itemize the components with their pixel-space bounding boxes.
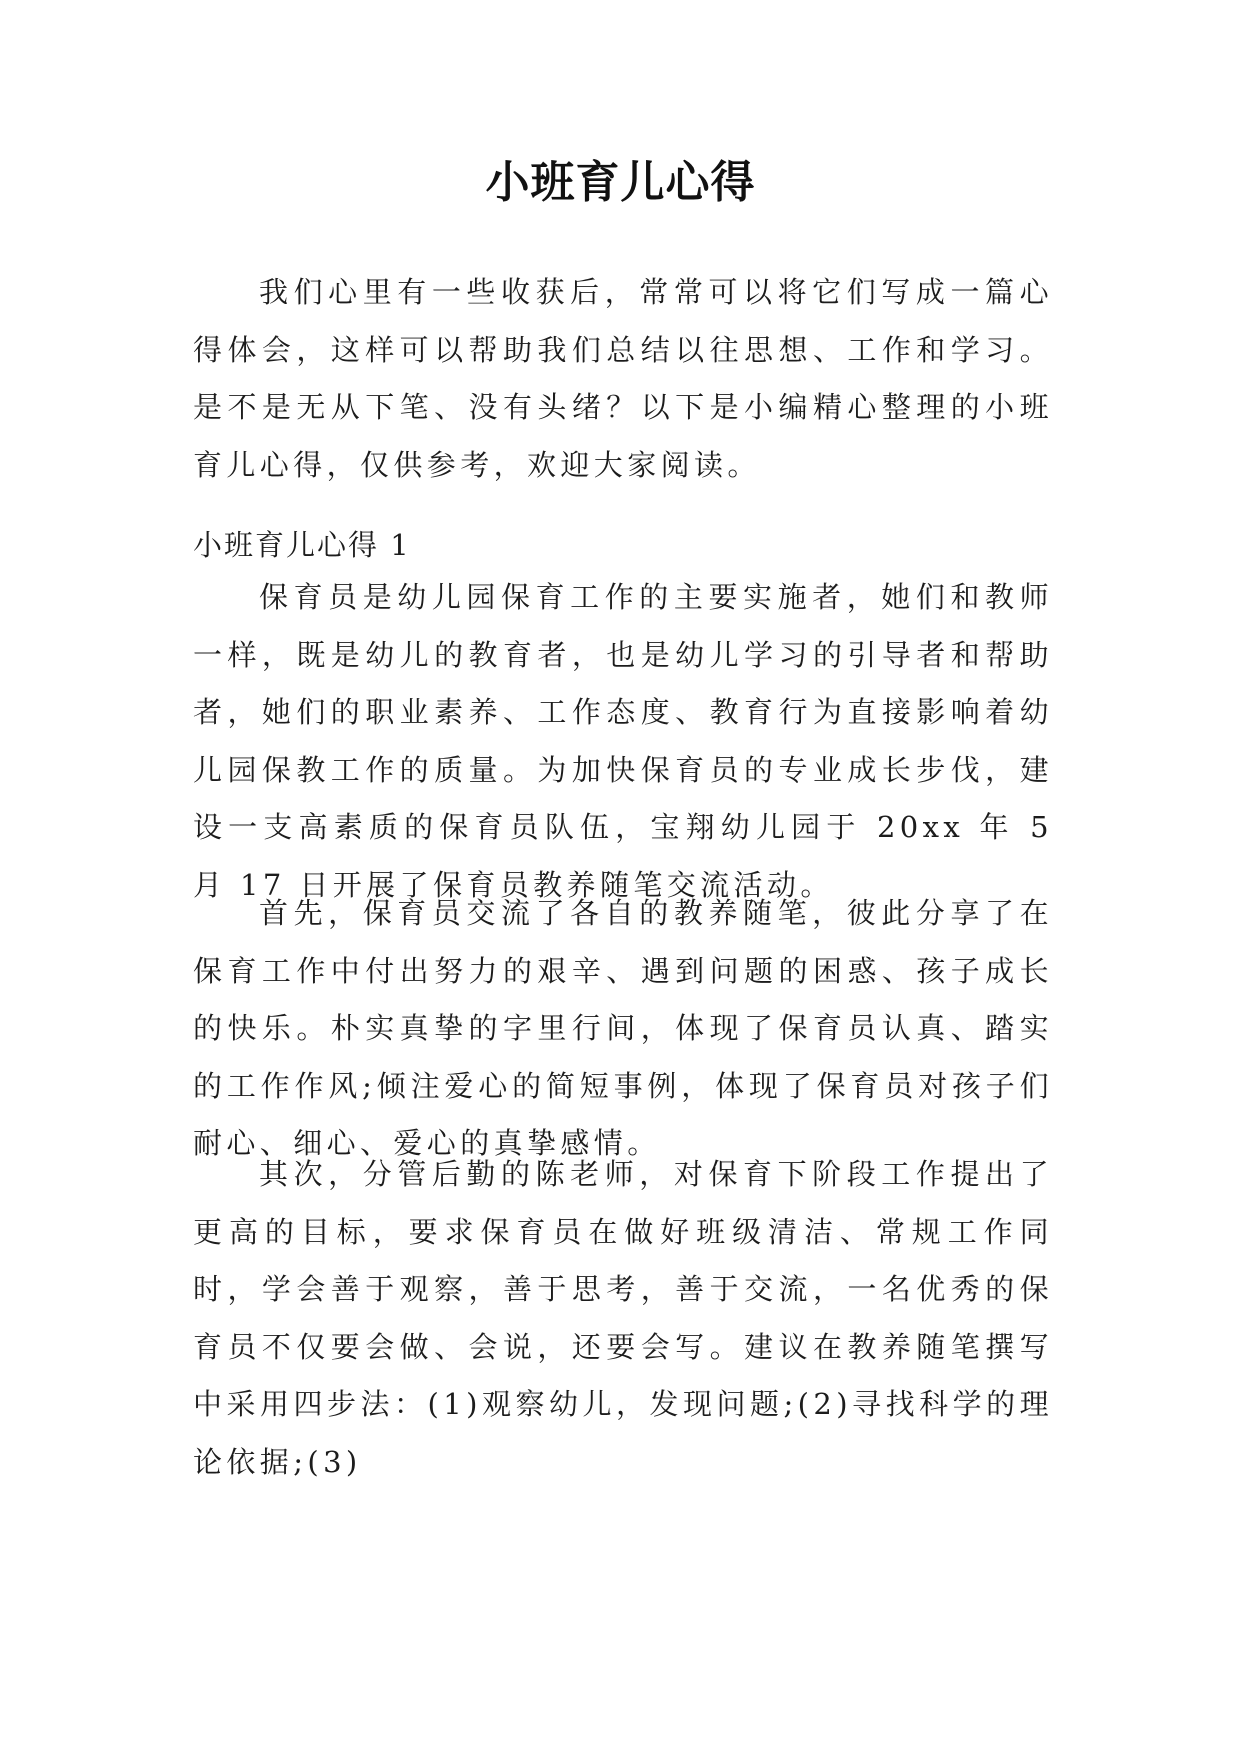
section-heading: 小班育儿心得 1 [193, 528, 411, 562]
body-paragraph: 保育员是幼儿园保育工作的主要实施者，她们和教师一样，既是幼儿的教育者，也是幼儿学习的引导者和帮助者，她们的职业素养、工作态度、教育行为直接影响着幼儿园保教工作的质量。为加快保育员的专业成长步伐，建设一支高素质的保育员队伍，宝翔幼儿园于 20xx 年 5 月 17 日开展了保育员教养随笔交流活动。 [193, 580, 1053, 902]
intro-paragraph: 我们心里有一些收获后，常常可以将它们写成一篇心得体会，这样可以帮助我们总结以往思想、工作和学习。是不是无从下笔、没有头绪？以下是小编精心整理的小班育儿心得，仅供参考，欢迎大家阅读。 [193, 275, 1053, 482]
body-paragraph: 其次，分管后勤的陈老师，对保育下阶段工作提出了更高的目标，要求保育员在做好班级清洁、常规工作同时，学会善于观察，善于思考，善于交流，一名优秀的保育员不仅要会做、会说，还要会写。建议在教养随笔撰写中采用四步法：(1)观察幼儿，发现问题;(2)寻找科学的理论依据;(3) [193, 1157, 1053, 1479]
document-title: 小班育儿心得 [485, 157, 756, 208]
body-paragraph: 首先，保育员交流了各自的教养随笔，彼此分享了在保育工作中付出努力的艰辛、遇到问题的困惑、孩子成长的快乐。朴实真挚的字里行间，体现了保育员认真、踏实的工作作风;倾注爱心的简短事例，体现了保育员对孩子们耐心、细心、爱心的真挚感情。 [193, 896, 1053, 1161]
